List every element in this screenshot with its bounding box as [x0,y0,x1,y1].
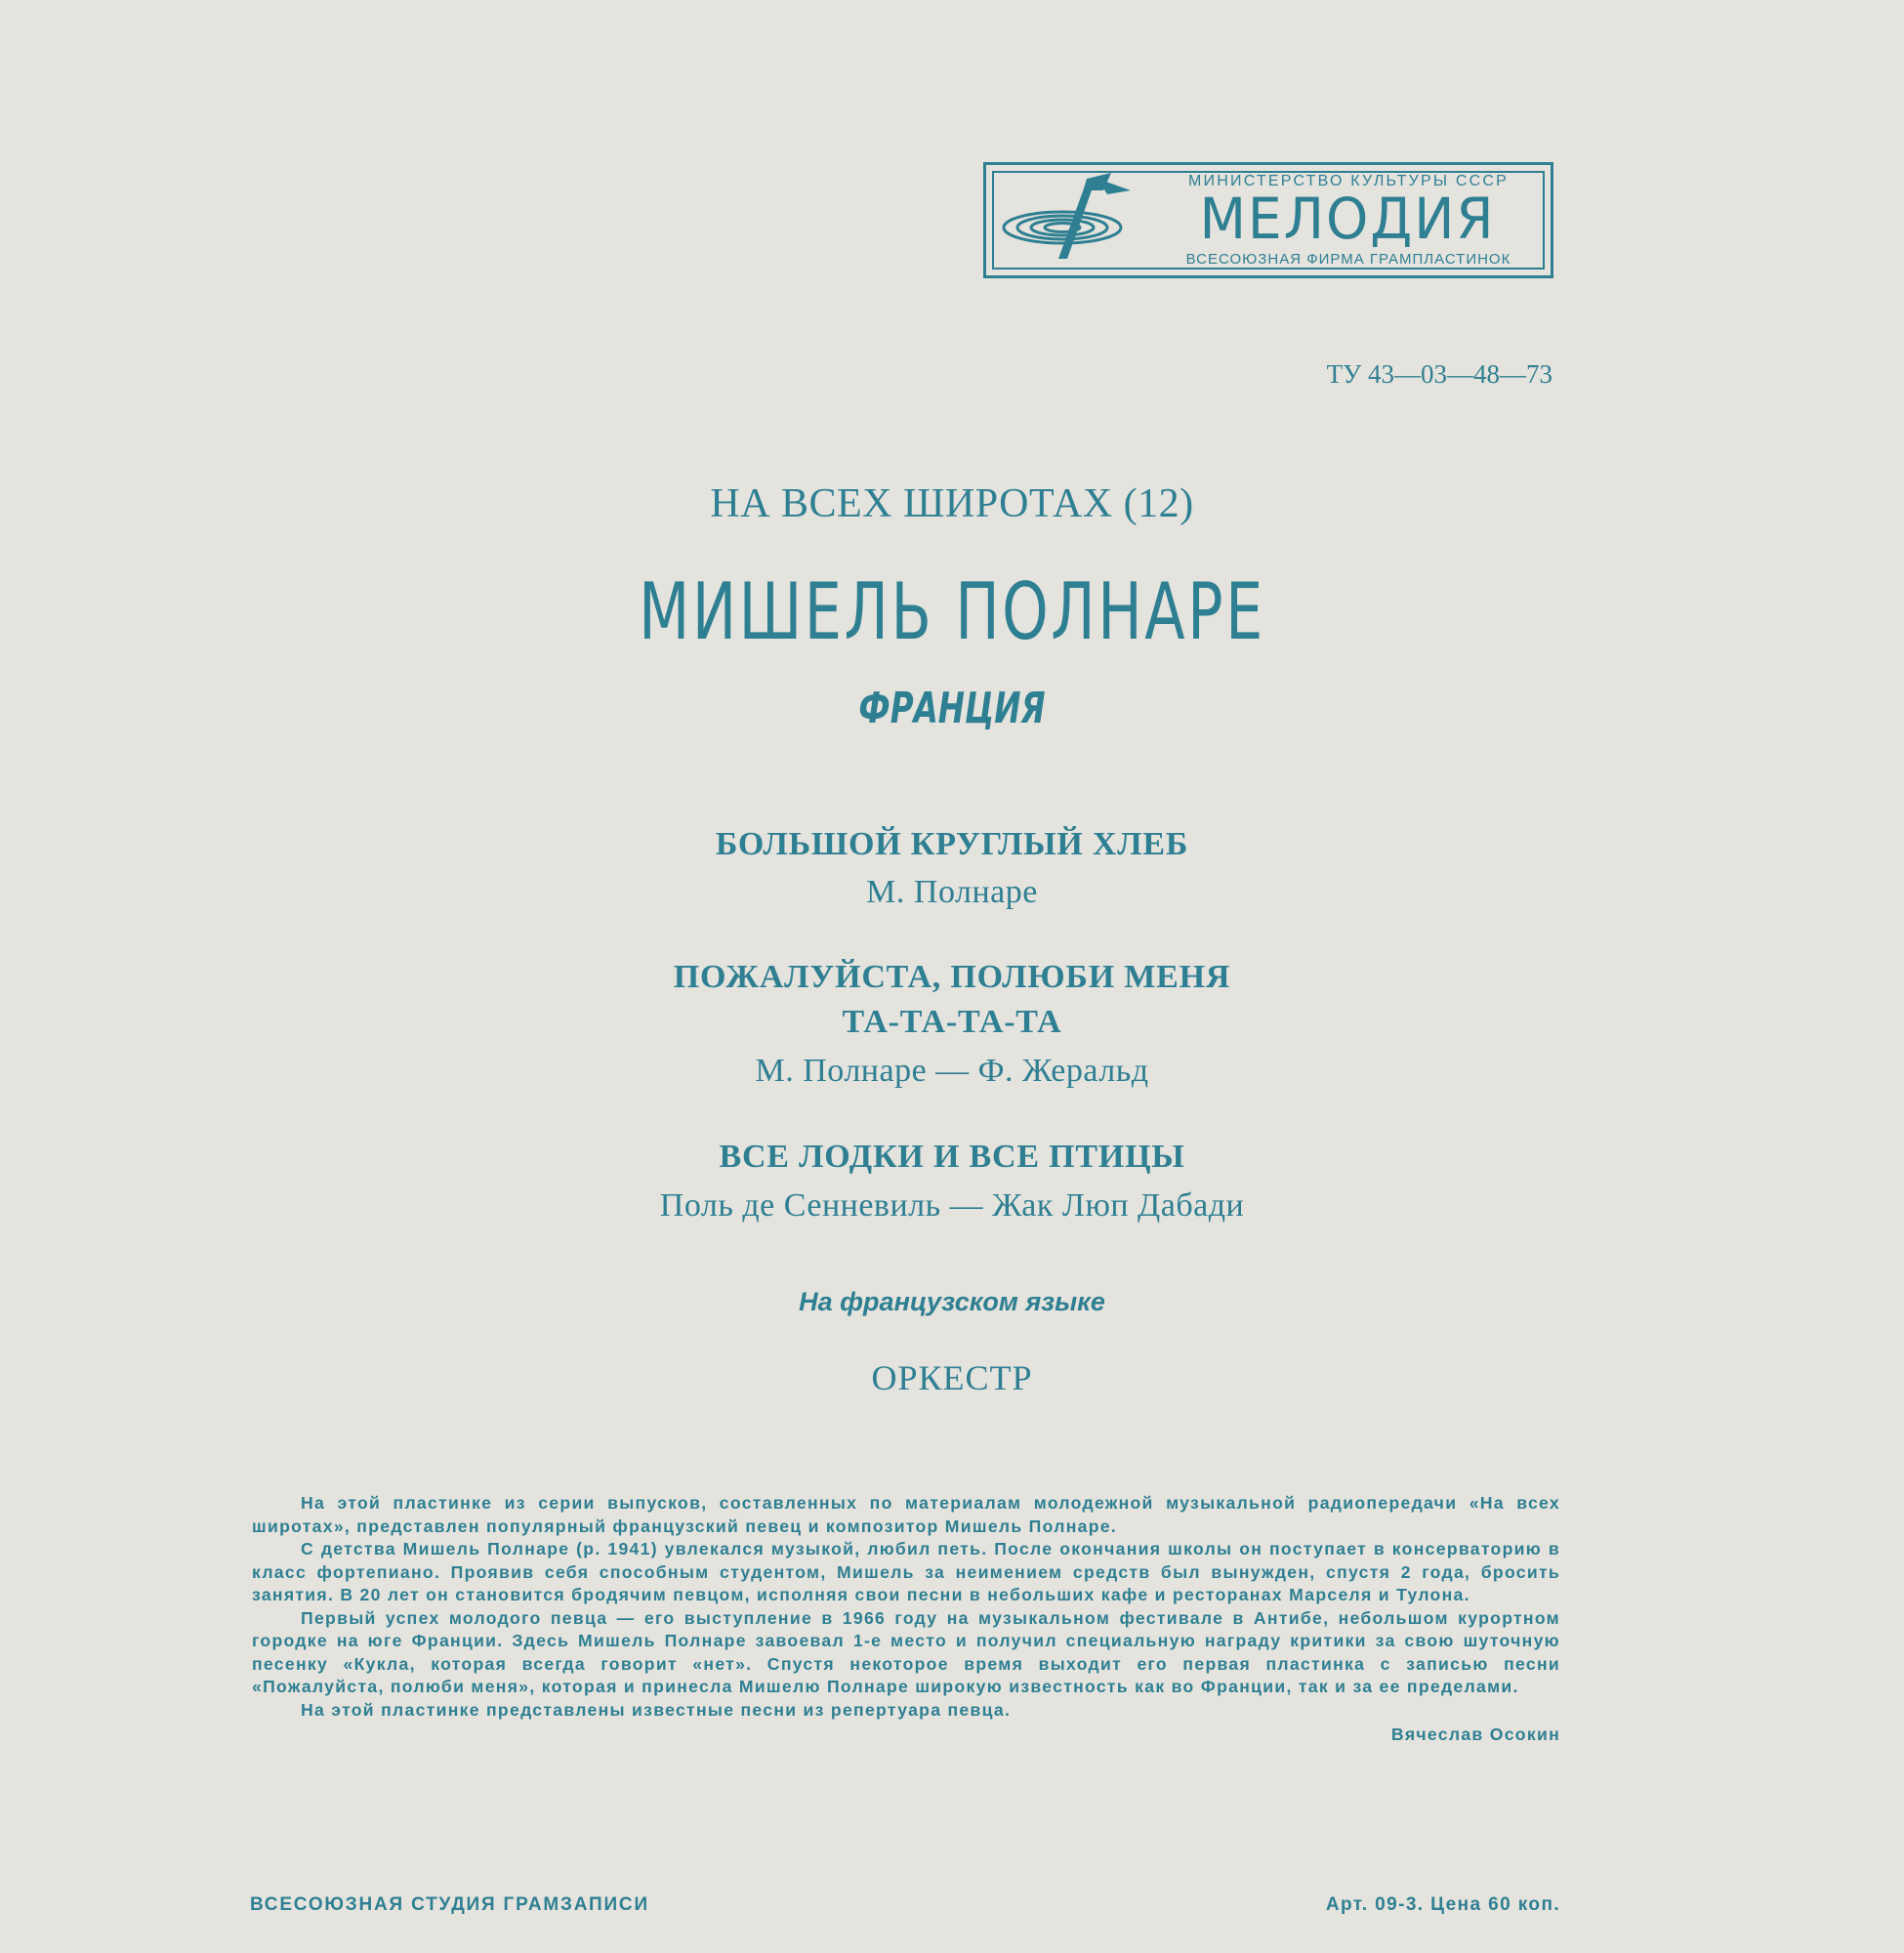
track-2-authors: М. Полнаре — Ф. Жеральд [755,1053,1149,1089]
notes-paragraph-3: Первый успех молодого певца — его выступление в 1966 году на музыкальном фестивале в Антибе, небольшом курортном городке на юге Франции. Здесь Мишель Полнаре завоевал 1-е место и получил специальную награду критики за свою шуточную песенку «Кукла, которая всегда говорит «нет». Спустя некоторое время выходит его первая пластинка с записью песни «Пожалуйста, полюби меня», которая и принесла Мишелю Полнаре широкую известность как во Франции, так и за ее пределами. [252,1607,1560,1696]
artist-name: МИШЕЛЬ ПОЛНАРЕ [639,566,1265,657]
studio-name: ВСЕСОЮЗНАЯ СТУДИЯ ГРАМЗАПИСИ [250,1894,649,1915]
notes-paragraph-4: На этой пластинке представлены известные песни из репертуара певца. [301,1699,1012,1720]
article-price: Арт. 09-3. Цена 60 коп. [1325,1894,1560,1915]
track-2-title-line2: ТА-ТА-ТА-ТА [842,1004,1062,1040]
series-title: НА ВСЕХ ШИРОТАХ (12) [710,481,1194,526]
language-note: На французском языке [799,1287,1105,1316]
track-2-title: ПОЖАЛУЙСТА, ПОЛЮБИ МЕНЯ [673,959,1231,995]
tech-code: ТУ 43—03—48—73 [1326,359,1552,389]
melodiya-logo [983,162,1553,278]
record-emblem-icon [994,169,1150,267]
notes-paragraph-2: С детства Мишель Полнаре (р. 1941) увлекался музыкой, любил петь. После окончания школы он поступает в консерваторию в класс фортепиано. Проявив себя способным студентом, Мишель за неимением средств был вынужден, спустя 2 года, бросить занятия. В 20 лет он становится бродячим певцом, исполняя свои песни в небольших кафе и ресторанах Марселя и Тулона. [252,1539,1560,1604]
notes-signature: Вячеслав Осокин [1390,1724,1560,1744]
track-3-authors: Поль де Сенневиль — Жак Люп Дабади [659,1187,1245,1224]
liner-notes [252,1492,1560,1747]
notes-paragraph-1: На этой пластинке из серии выпусков, составленных по материалам молодежной музыкальной радиопередачи «На всех широтах», представлен популярный французский певец и композитор Мишель Полнаре. [252,1493,1560,1536]
track-1-authors: М. Полнаре [866,874,1038,910]
country: ФРАНЦИЯ [858,684,1046,733]
track-3-title: ВСЕ ЛОДКИ И ВСЕ ПТИЦЫ [719,1139,1185,1175]
track-1-title: БОЛЬШОЙ КРУГЛЫЙ ХЛЕБ [715,826,1189,862]
logo-firm-text: ВСЕСОЮЗНАЯ ФИРМА ГРАМПЛАСТИНОК [1185,251,1511,268]
orchestra: ОРКЕСТР [871,1358,1033,1397]
logo-ministry-text: МИНИСТЕРСТВО КУЛЬТУРЫ СССР [1188,173,1509,189]
logo-brand-text: МЕЛОДИЯ [1199,186,1496,252]
